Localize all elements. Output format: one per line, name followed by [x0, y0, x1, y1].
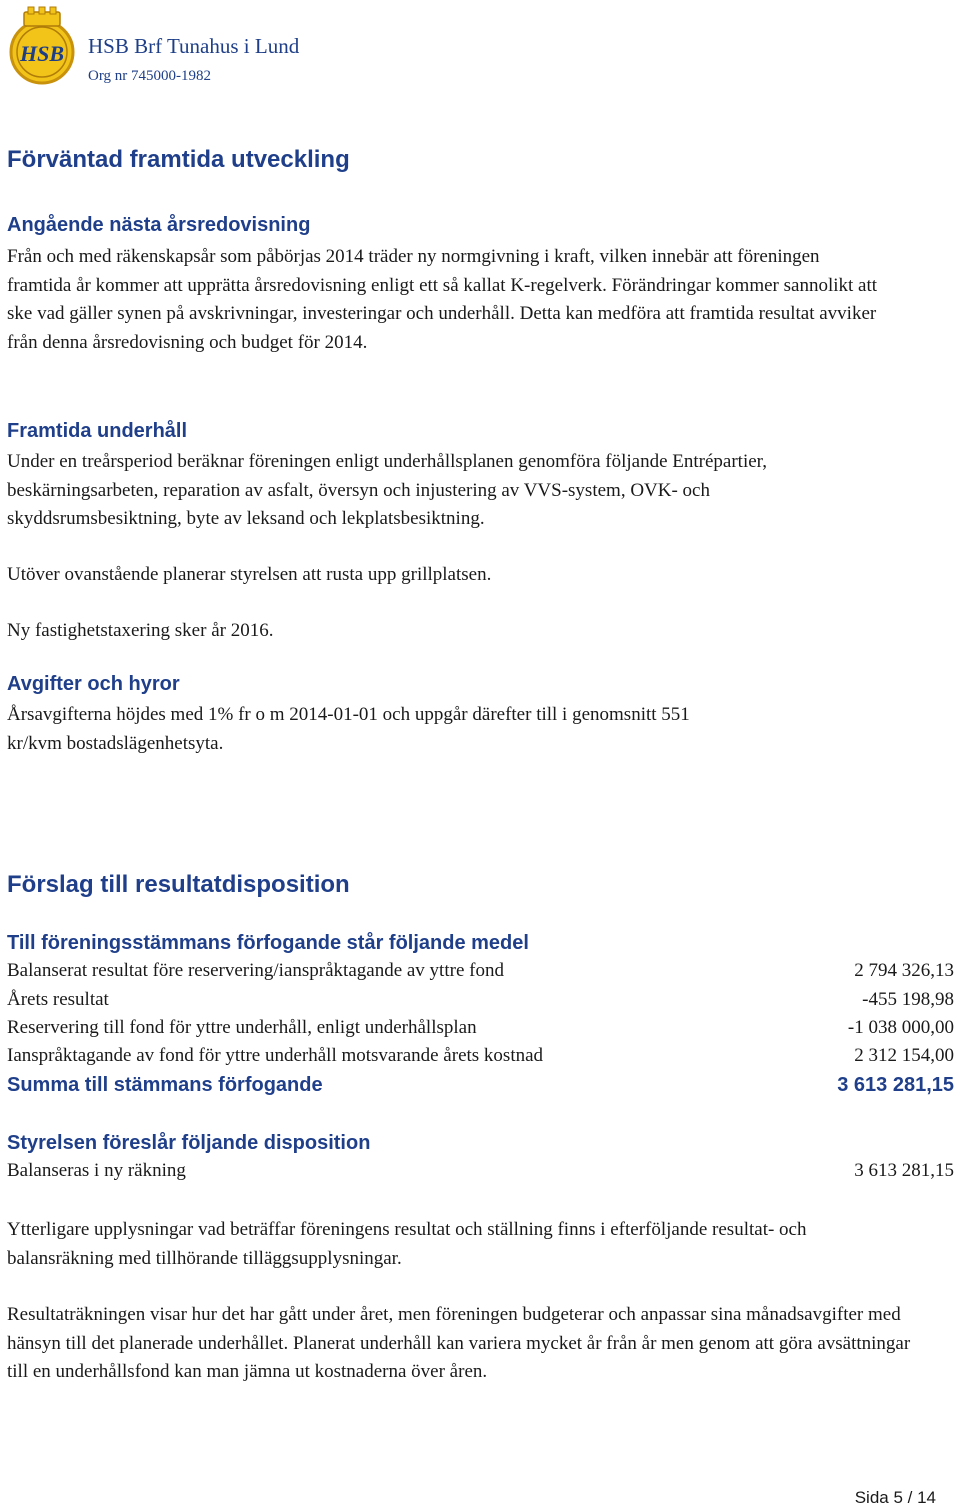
funds-row-label: Balanserat resultat före reservering/ianspråktagande av yttre fond — [7, 960, 504, 981]
section-title-expected-development: Förväntad framtida utveckling — [7, 146, 350, 173]
funds-row — [7, 1017, 954, 1043]
paragraph-next-annual-report: Från och med räkenskapsår som påbörjas 2014 träder ny normgivning i kraft, vilken innebär att föreningen framtida år kommer att upprätta årsredovisning enligt ett så kallat K-regelverk. Förändringar kommer sannolikt att ske vad gäller synen på avskrivningar, investeringar och underhåll. Detta kan medföra att framtida resultat avviker från denna årsredovisning och budget för 2014. — [7, 246, 878, 354]
funds-sum-label: Summa till stämmans förfogande — [7, 1074, 323, 1096]
funds-row-label: Årets resultat — [7, 989, 109, 1010]
funds-row — [7, 1045, 954, 1071]
funds-row-value: 2 794 326,13 — [854, 960, 954, 981]
paragraph-fees-and-rents: Årsavgifterna höjdes med 1% fr o m 2014-01-01 och uppgår därefter till i genomsnitt 551 kr/kvm bostadslägenhetsyta. — [7, 704, 690, 754]
funds-row-label: Ianspråktagande av fond för yttre underhåll motsvarande årets kostnad — [7, 1045, 544, 1066]
org-number: Org nr 745000-1982 — [88, 68, 212, 84]
section-title-result-disposition: Förslag till resultatdisposition — [7, 871, 350, 898]
funds-row — [7, 960, 954, 986]
funds-row-label: Reservering till fond för yttre underhåll, enligt underhållsplan — [7, 1017, 477, 1038]
disposition-row — [7, 1160, 954, 1186]
heading-board-proposal: Styrelsen föreslår följande disposition — [7, 1132, 371, 1154]
hsb-logo-icon — [2, 6, 84, 86]
heading-future-maintenance: Framtida underhåll — [7, 420, 188, 442]
paragraph-future-maintenance: Under en treårsperiod beräknar föreningen enligt underhållsplanen genomföra följande Entrépartier, beskärningsarbeten, reparation av asfalt, översyn och injustering av VVS-system, OVK- och skyddsrumsbesiktning, byte av leksand och lekplatsbesiktning. — [7, 451, 767, 530]
disposition-row-label: Balanseras i ny räkning — [7, 1160, 186, 1181]
funds-row — [7, 989, 954, 1015]
funds-sum-value: 3 613 281,15 — [837, 1074, 954, 1096]
funds-sum-row — [7, 1074, 954, 1100]
disposition-row-value: 3 613 281,15 — [854, 1160, 954, 1181]
funds-row-value: -455 198,98 — [862, 989, 954, 1010]
paragraph-additional-info: Ytterligare upplysningar vad beträffar föreningens resultat och ställning finns i efterföljande resultat- och balansräkning med tillhörande tilläggsupplysningar. — [7, 1219, 807, 1269]
heading-fees-and-rents: Avgifter och hyror — [7, 673, 180, 695]
funds-row-value: -1 038 000,00 — [847, 1017, 954, 1038]
heading-next-annual-report: Angående nästa årsredovisning — [7, 214, 311, 236]
page-number: Sida 5 / 14 — [854, 1488, 936, 1507]
document-header — [2, 6, 602, 86]
paragraph-income-statement: Resultaträkningen visar hur det har gått under året, men föreningen budgeterar och anpassar sina månadsavgifter med hänsyn till det planerade underhållet. Planerat underhåll kan variera mycket år från år men genom att göra avsättningar till en underhållsfond kan man jämna ut kostnaderna över åren. — [7, 1304, 911, 1383]
paragraph-property-tax: Ny fastighetstaxering sker år 2016. — [7, 620, 274, 641]
paragraph-grill-place: Utöver ovanstående planerar styrelsen att rusta upp grillplatsen. — [7, 564, 492, 585]
heading-available-funds: Till föreningsstämmans förfogande står följande medel — [7, 932, 529, 954]
org-name: HSB Brf Tunahus i Lund — [88, 34, 300, 58]
logo-text: HSB — [19, 41, 65, 66]
funds-row-value: 2 312 154,00 — [854, 1045, 954, 1066]
